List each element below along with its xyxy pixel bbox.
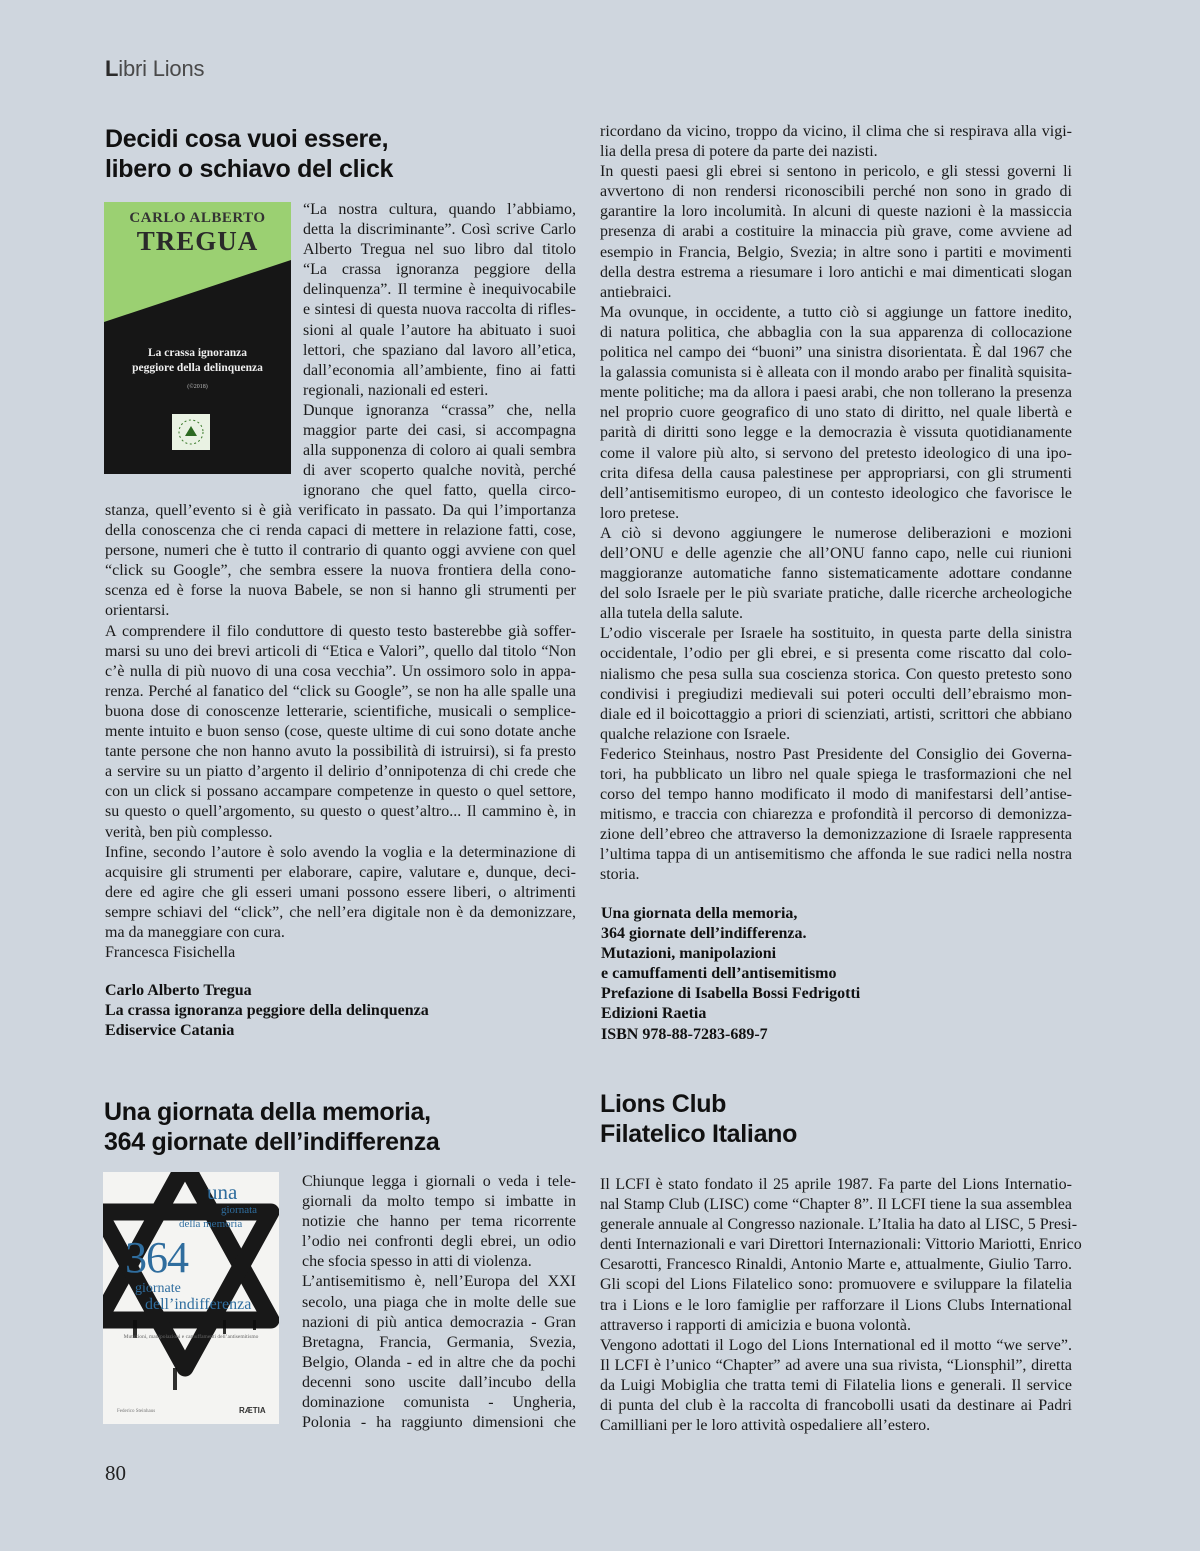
article2-wrap-line: secolo, una piaga che in molte delle sue	[302, 1293, 576, 1311]
cover2-author: Federico Steinhaus	[117, 1409, 156, 1414]
article2-line: di natura politica, che abbaglia con la sua apparenza di collocazione	[600, 323, 1072, 341]
article2-line: dell’ONU e delle agenzie che all’ONU fanno capo, nelle cui riunioni	[600, 544, 1072, 562]
article1-wrap-line: alla supponenza di coloro ai quali sembra	[303, 442, 576, 460]
article3-line: da Luigi Mobiglia che tratta temi di Filatelia lions e generali. Il service	[600, 1376, 1072, 1394]
article2-wrap-line: Belgio, Olanda - ed in altre che da pochi	[302, 1353, 576, 1371]
article1-wrap-line: delinquenza”. Il termine è inequivocabile	[303, 281, 576, 299]
article2-wrap-line: Chiunque legga i giornali o veda i tele-	[302, 1173, 576, 1190]
article1-wrap-line: detta la discriminante”. Così scrive Carlo	[303, 221, 576, 239]
article3-line: Il LCFI è stato fondato il 25 aprile 1987. Fa parte del Lions Internatio-	[600, 1176, 1072, 1193]
article2-line: come il valore più alto, si servono del pretesto ideologico di una ipo-	[600, 444, 1072, 462]
article2-title	[104, 1097, 440, 1157]
section-header-rest: ibri Lions	[118, 56, 205, 81]
article2-line: antiebraici.	[600, 283, 672, 301]
article1-line: della conoscenza che ci renda capaci di mettere in relazione fatti, cose,	[105, 522, 576, 540]
article2-line: L’odio viscerale per Israele ha sostituito, in questa parte della sinistra	[600, 625, 1072, 643]
cover1-author-line2: TREGUA	[136, 226, 259, 256]
article1-wrap-line: lettori, che spaziano dal lavoro all’etica,	[303, 341, 576, 359]
cover2-indifferenza: dell’indifferenza	[145, 1296, 252, 1313]
book2-info-line: 364 giornate dell’indifferenza.	[601, 925, 807, 943]
article1-line: scenza ed è forse la nuova Babele, se non si hanno gli strumenti per	[105, 582, 576, 600]
article1-line: verità, ben più complesso.	[105, 823, 273, 841]
article2-line: dell’antisemitismo europeo, di un contesto ideologico che favorisce le	[600, 484, 1072, 502]
article3-line: Gli scopi del Lions Filatelico sono: promuovere e sviluppare la filatelia	[600, 1276, 1072, 1294]
cover1-author-line1: CARLO ALBERTO	[129, 210, 266, 226]
book2-info-line: Edizioni Raetia	[601, 1005, 707, 1023]
article1-title-line1: Decidi cosa vuoi essere,	[105, 125, 389, 153]
article3-title-line1: Lions Club	[600, 1090, 727, 1118]
article1-line: marsi su uno dei brevi articoli di “Etica e Valori”, quello dal titolo “Non	[105, 642, 576, 660]
book1-title: La crassa ignoranza peggiore della delinquenza	[105, 1002, 429, 1020]
article2-line: loro pretese.	[600, 504, 680, 522]
article2-wrap-line: che sfocia spesso in atti di violenza.	[302, 1253, 532, 1271]
cover1-year: (©2018)	[187, 384, 208, 390]
article1-wrap-line: ignorano che quel fatto, quella circo-	[303, 482, 576, 500]
article1-book-info	[105, 981, 429, 1041]
article1-line: tante persone che non hanno avuto la possibilità di istruirsi), si fa presto	[105, 743, 576, 761]
article1-line: orientarsi.	[105, 602, 170, 620]
article1-wrap-line: maggior parte dei casi, si accompagna	[303, 422, 576, 440]
article1-line: dere ed agire che gli esseri umani possono essere liberi, o altrimenti	[105, 883, 576, 901]
article3-line: tra i Lions e le loro famiglie per rafforzare il Lions Clubs International	[600, 1296, 1072, 1314]
book-cover-steinhaus	[103, 1172, 279, 1424]
article2-line: crita difesa della causa palestinese per appropriarsi, con gli strumenti	[600, 464, 1072, 482]
section-header	[105, 56, 204, 82]
book2-info-line: Una giornata della memoria,	[601, 905, 798, 922]
article2-line: corso del tempo hanno modificato il modo di manifestarsi dell’antise-	[600, 786, 1072, 804]
article2-wrap-line: decenni sono uscite dall’incubo della	[302, 1373, 576, 1391]
article1-line: mente intuito e buon senso (cose, queste ultime di cui sono dotate anche	[105, 723, 576, 741]
article2-line: presenza di arabi a costituire la minaccia più grave, come avviene ad	[600, 223, 1072, 241]
article2-wrap-line: Polonia - ha raggiunto dimensioni che	[302, 1414, 576, 1432]
article3-line: di punta del club è la raccolta di francobolli usati da destinare ai Padri	[600, 1397, 1072, 1415]
article1-line: stanza, quell’evento si è già verificato in passato. Da qui l’importanza	[105, 502, 576, 519]
cover2-subtitle: Mutazioni, manipolazioni e camuffamenti dell’antisemitismo	[123, 1334, 259, 1340]
article2-line: mitismo, e traccia con chiarezza e profondità il percorso di demonizza-	[600, 806, 1072, 824]
article2-line: A ciò si devono aggiungere le numerose deliberazioni e mozioni	[600, 524, 1072, 542]
article2-wrap-text	[302, 1172, 576, 1433]
cover2-publisher-logo: RÆTIA	[239, 1406, 266, 1415]
article2-wrap-line: notizie che hanno per tema ricorrente	[302, 1213, 576, 1231]
book2-info-line: ISBN 978-88-7283-689-7	[601, 1025, 768, 1043]
article2-line: lia della presa di potere da parte dei nazisti.	[600, 143, 878, 161]
article1-line: renza. Perché al fanatico del “click su Google”, se non ha alle spalle una	[105, 682, 576, 700]
article2-line: la galassia comunista si è alleata con il mondo arabo per finalità squisita-	[600, 364, 1072, 382]
cover2-word-una: una	[207, 1180, 238, 1204]
article2-line: tori, ha pubblicato un libro nel quale spiega le trasformazioni che nel	[600, 766, 1072, 783]
cover1-title-line2: peggiore della delinquenza	[132, 362, 263, 374]
article2-line: ricordano da vicino, troppo da vicino, il clima che si respirava alla vigi-	[600, 123, 1072, 140]
article3-line: Camilliani per le loro attività ospedaliere all’estero.	[600, 1417, 931, 1435]
page-number: 80	[105, 1461, 126, 1485]
article2-line: alla tutela della salute.	[600, 605, 744, 623]
article2-wrap-line: dominazione comunista - Ungheria,	[302, 1394, 576, 1412]
article2-line: In questi paesi gli ebrei si sentono in pericolo, e gli stessi governi li	[600, 163, 1072, 181]
article2-line: condivisi i pregiudizi medievali sui poteri occulti dell’ebraismo mon-	[600, 685, 1072, 703]
article3-line: nal Stamp Club (LISC) come “Chapter 8”. Il LCFI tiene la sua assemblea	[600, 1196, 1072, 1214]
article2-continued-text	[600, 122, 1072, 886]
article3-line: Cesarotti, Francesco Rinaldi, Antonio Marte e, attualmente, Giulio Tarro.	[600, 1256, 1072, 1274]
article1-wrap-line: sioni al quale l’autore ha abituato i suoi	[303, 321, 576, 339]
article2-line: avvertono di non rendersi riconoscibili perché non sono in grado di	[600, 183, 1072, 201]
cover2-word-giornata: giornata	[221, 1204, 258, 1216]
article1-wrap-line: e sintesi di questa nuova raccolta di rifles-	[303, 301, 576, 319]
article1-line: buona dose di conoscenze letterarie, scientifiche, musicali o semplice-	[105, 702, 576, 720]
article1-line: su questo o quell’argomento, su questo o quest’altro... Il cammino è, in	[105, 803, 576, 821]
article1-wrap-text	[303, 200, 576, 501]
article1-wrap-line: Alberto Tregua nel suo libro dal titolo	[303, 241, 576, 259]
article2-title-line2: 364 giornate dell’indifferenza	[104, 1128, 440, 1156]
article3-title-line2: Filatelico Italiano	[600, 1120, 798, 1148]
article2-line: diale ed il boicottaggio a priori di scienziati, artisti, scrittori che abbiano	[600, 705, 1072, 723]
article2-line: Ma ovunque, in occidente, a tutto ciò si aggiunge un fattore inedito,	[600, 303, 1072, 321]
article2-wrap-line: nazioni di più antica democrazia - Gran	[302, 1313, 576, 1331]
article1-line: persone, numeri che è tutto il contrario di quanto oggi avviene con quel	[105, 542, 576, 560]
book2-info-line: e camuffamenti dell’antisemitismo	[601, 965, 837, 983]
article1-wrap-line: regionali, nazionali ed esteri.	[303, 381, 489, 399]
article2-wrap-line: giornali da molto tempo si imbatte in	[302, 1193, 576, 1211]
article2-line: storia.	[600, 866, 640, 884]
article2-line: garantire la loro incolumità. In alcuni di queste nazioni è la massiccia	[600, 203, 1072, 221]
article2-line: politica nel campo dei “buoni” una sinistra disorientata. È dal 1967 che	[600, 344, 1072, 362]
article2-wrap-line: Bretagna, Francia, Germania, Svezia,	[302, 1333, 576, 1351]
article2-title-line1: Una giornata della memoria,	[104, 1098, 431, 1126]
cover1-title-line1: La crassa ignoranza	[147, 347, 248, 359]
article1-signature: Francesca Fisichella	[105, 944, 236, 962]
article1-line: “click su Google”, che sembra essere la nuova frontiera della cono-	[105, 562, 576, 580]
article1-line: a servire su un piatto d’argento il delirio d’onnipotenza di chi crede che	[105, 763, 576, 781]
cover1-title	[104, 346, 291, 376]
article2-line: qualche relazione con Israele.	[600, 725, 791, 743]
article2-line: Federico Steinhaus, nostro Past Presidente del Consiglio dei Governa-	[600, 745, 1072, 763]
article1-line: acquisire gli strumenti per elaborare, capire, valutare e, dunque, deci-	[105, 863, 576, 881]
article1-line: ma da maneggiare con cura.	[105, 923, 285, 941]
article1-wrap-line: dall’economia all’ambiente, fino ai fatti	[303, 361, 576, 379]
article1-title-line2: libero o schiavo del click	[105, 155, 394, 183]
article2-wrap-line: L’antisemitismo è, nell’Europa del XXI	[302, 1273, 576, 1291]
article1-line: Infine, secondo l’autore è solo avendo la voglia e la determinazione di	[105, 843, 576, 861]
article2-line: esempio in Francia, Belgio, Svezia; in altre sono i partiti e movimenti	[600, 243, 1072, 261]
article2-wrap-line: l’odio nei confronti degli ebrei, un odio	[302, 1233, 576, 1251]
book2-info-line: Prefazione di Isabella Bossi Fedrigotti	[601, 985, 861, 1003]
article2-line: parità di diritti sono legge e la democrazia è vissuta quotidianamente	[600, 424, 1072, 442]
cover2-word-giornate: giornate	[135, 1281, 181, 1296]
article2-line: l’ultima tappa di un antisemitismo che affonda le sue radici nella nostra	[600, 846, 1072, 864]
article2-line: zione dell’ebreo che attraverso la demonizzazione di Israele rappresenta	[600, 826, 1072, 844]
article2-line: nialismo che pesa sulla sua coscienza storica. Con questo pretesto sono	[600, 665, 1072, 683]
article1-line: c’è nulla di più nuovo di una cosa vecchia”. Un ossimoro solo in appa-	[105, 662, 576, 680]
article1-wrap-line: Dunque ignoranza “crassa” che, nella	[303, 401, 576, 419]
cover2-della-memoria: della memoria	[179, 1218, 243, 1230]
article1-line: con un click si possano accampare competenze in questo o quel settore,	[105, 783, 576, 801]
article3-line: attraverso i rapporti di amicizia e buona volontà.	[600, 1316, 911, 1334]
book1-author: Carlo Alberto Tregua	[105, 982, 252, 999]
article3-line: Vengono adottati il Logo del Lions International ed il motto “we serve”.	[600, 1336, 1072, 1354]
article3-title	[600, 1089, 797, 1149]
article2-book-info	[601, 904, 860, 1045]
article3-line: Il LCFI è l’unico “Chapter” ad avere una sua rivista, “Lionsphil”, diretta	[600, 1356, 1072, 1374]
book2-info-line: Mutazioni, manipolazioni	[601, 945, 777, 963]
article2-line: del solo Israele per le più svariate pratiche, dalle ricerche archeologiche	[600, 585, 1072, 603]
article2-line: della destra estrema a riesumare i loro antichi e mai dimenticati slogan	[600, 263, 1072, 281]
article2-line: nel proprio cuore geografico di uno stato di diritto, nel quale libertà e	[600, 404, 1072, 422]
article2-line: mente politiche; ma da allora i paesi arabi, che non tollerano la presenza	[600, 384, 1072, 402]
article1-body-text	[105, 501, 576, 963]
book-cover-tregua	[104, 202, 291, 474]
article2-line: maggioranze automatiche fanno sistematicamente adottare condanne	[600, 565, 1072, 583]
article1-wrap-line: di aver scoperto qualche novità, perché	[303, 462, 576, 480]
article3-line: denti Internazionali e vari Direttori Internazionali: Vittorio Mariotti, Enrico	[600, 1236, 1082, 1254]
sicily-stars-logo-icon	[172, 414, 210, 450]
book1-publisher: Ediservice Catania	[105, 1022, 235, 1040]
article3-body-text	[600, 1175, 1082, 1436]
article1-wrap-line: “La nostra cultura, quando l’abbiamo,	[303, 201, 576, 218]
article1-wrap-line: “La crassa ignoranza peggiore della	[303, 261, 576, 279]
article1-title	[105, 124, 393, 184]
article1-line: A comprendere il filo conduttore di questo testo basterebbe già soffer-	[105, 622, 576, 640]
article1-line: sempre schiavi del “click”, che nell’era digitale non è da demonizzare,	[105, 903, 576, 921]
article2-line: occidentale, l’odio per gli ebrei, e si presenta come riscatto dal colo-	[600, 645, 1072, 663]
article3-line: generale annuale al Congresso nazionale. L’Italia ha dato al LISC, 5 Presi-	[600, 1216, 1078, 1234]
cover2-number: 364	[125, 1233, 188, 1282]
section-header-initial: L	[105, 56, 119, 81]
